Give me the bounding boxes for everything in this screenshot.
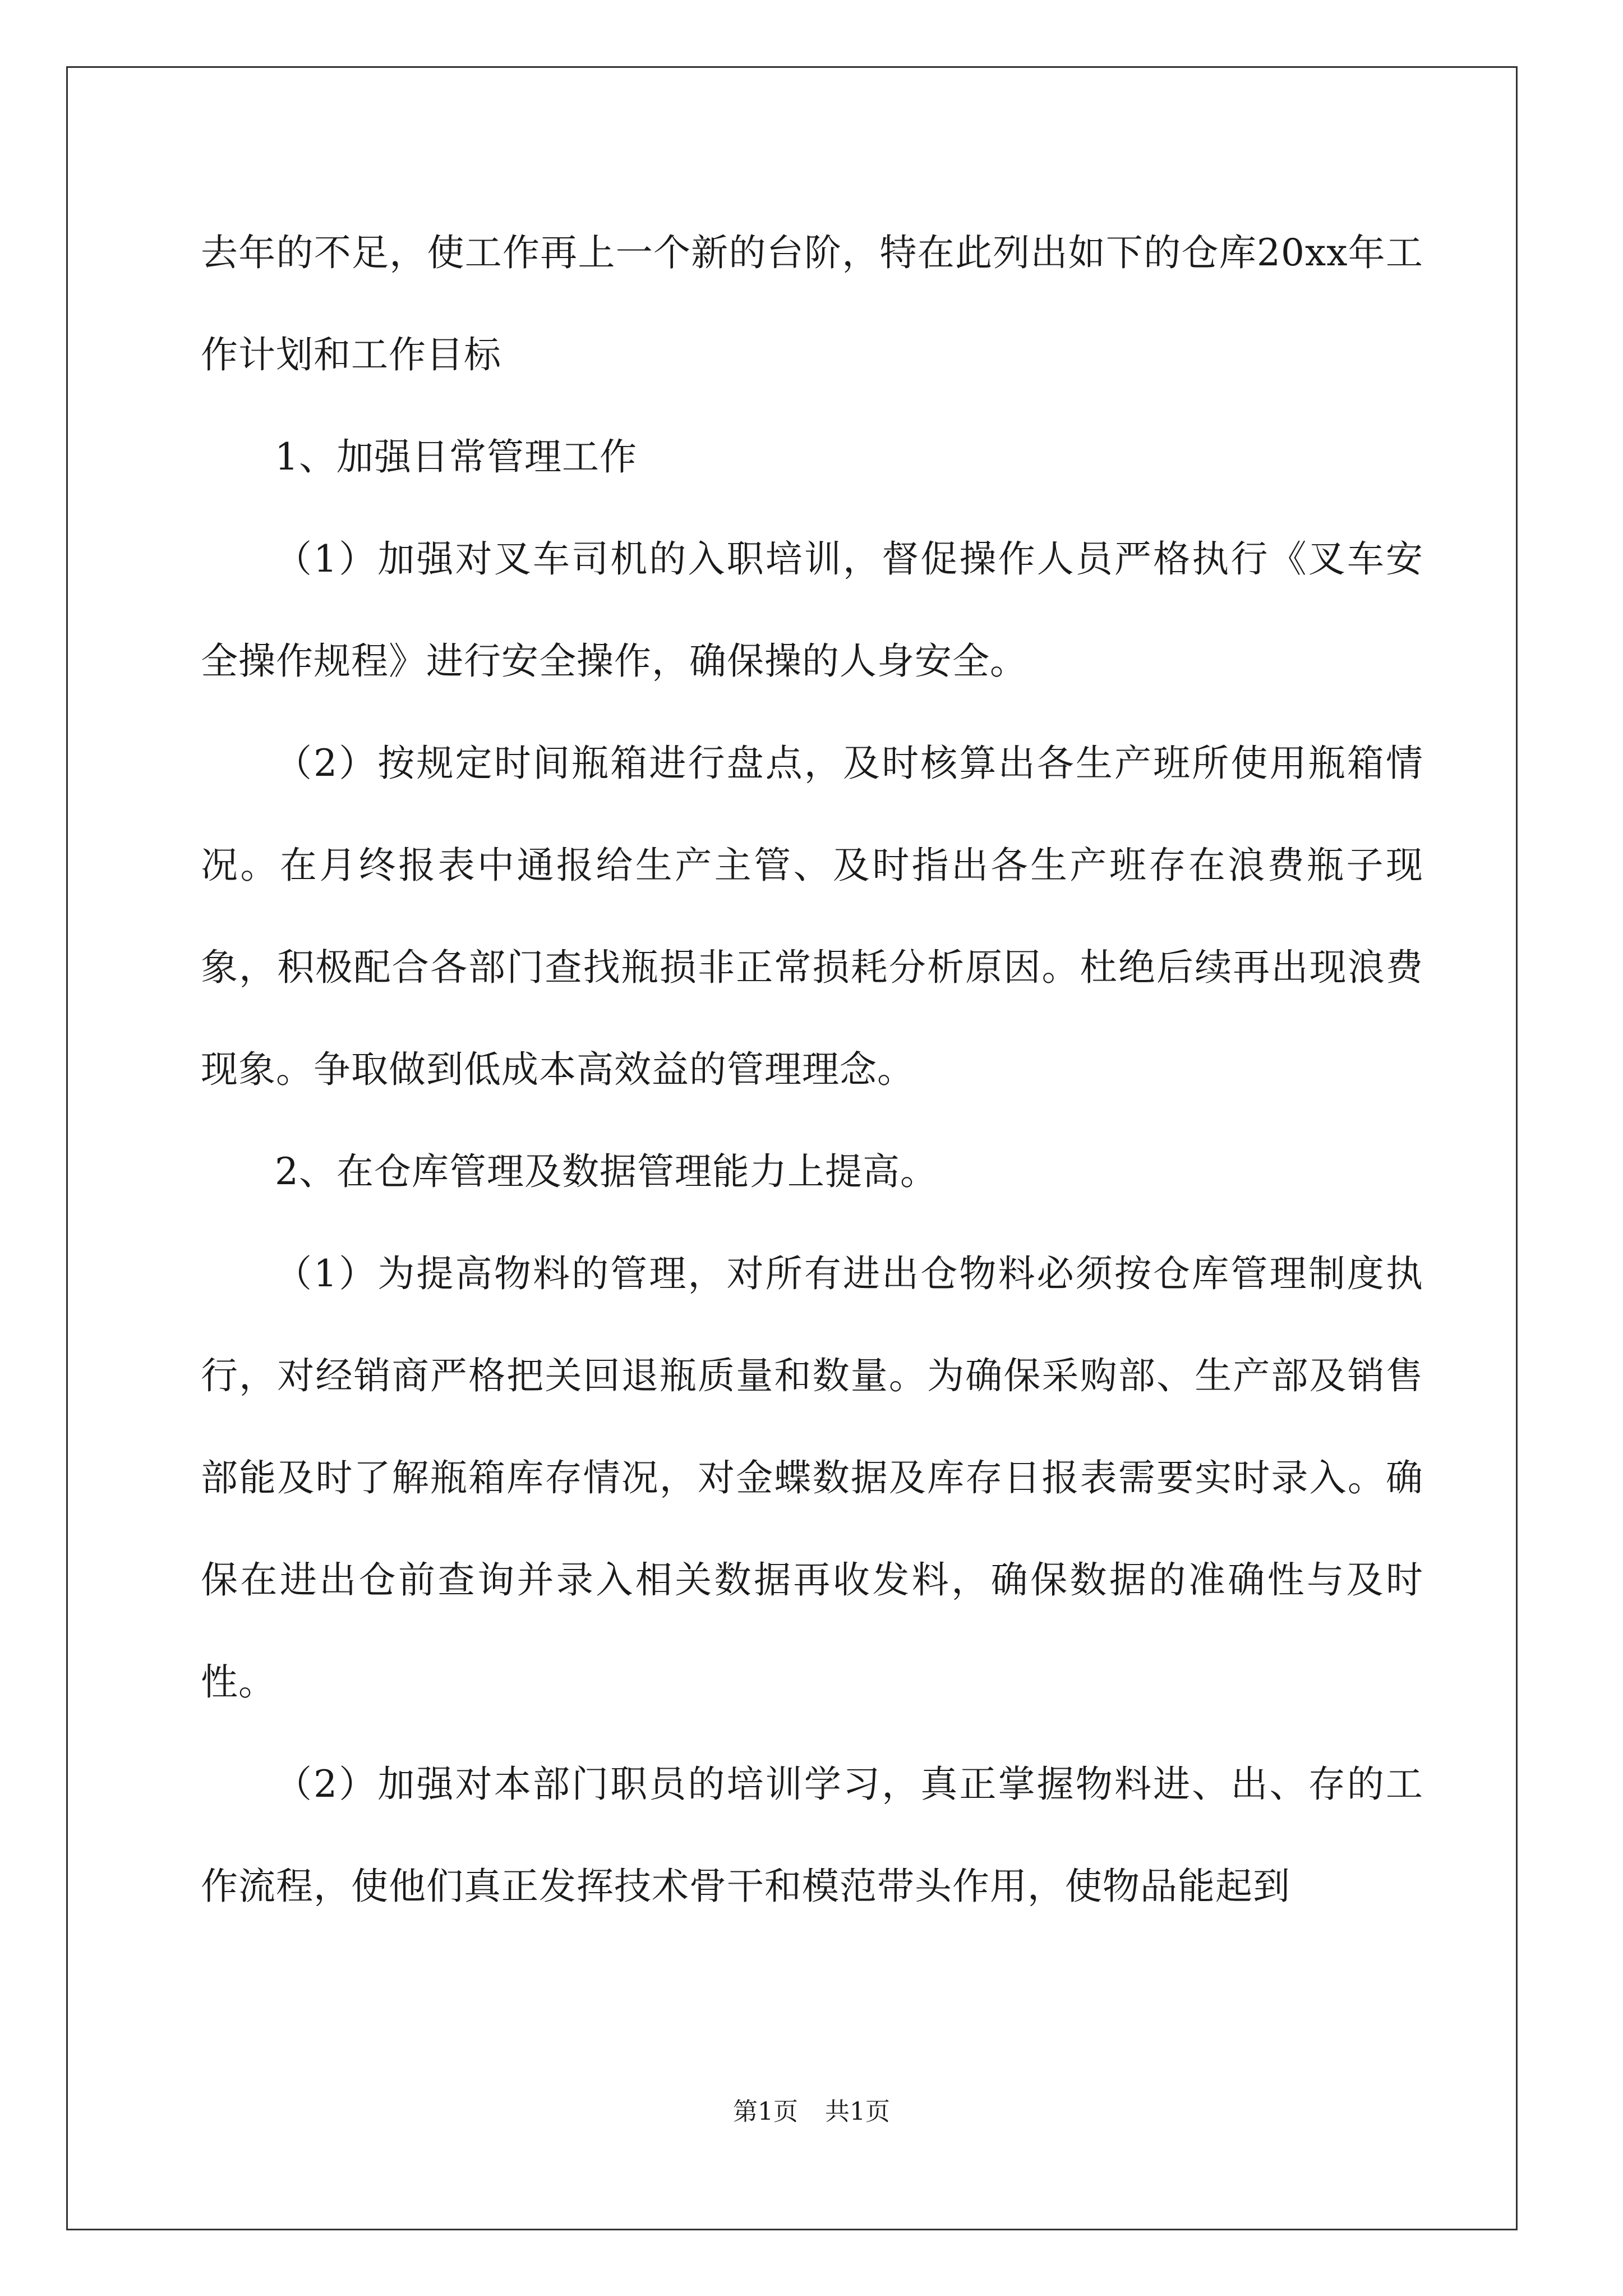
document-body <box>201 202 1423 1938</box>
page-footer <box>0 2095 1623 2129</box>
page-number-current: 第1页 <box>733 2097 798 2126</box>
paragraph-2-1: （1）为提高物料的管理，对所有进出仓物料必须按仓库管理制度执行，对经销商严格把关回退瓶质量和数量。为确保采购部、生产部及销售部能及时了解瓶箱库存情况，对金蝶数据及库存日报表需要实时录入。确保在进出仓前查询并录入相关数据再收发料，确保数据的准确性与及时性。 <box>201 1252 1423 1704</box>
heading-2: 2、在仓库管理及数据管理能力上提高。 <box>275 1150 938 1193</box>
paragraph-intro: 去年的不足，使工作再上一个新的台阶，特在此列出如下的仓库20xx年工作计划和工作目标 <box>201 231 1423 376</box>
paragraph-1-2: （2）按规定时间瓶箱进行盘点，及时核算出各生产班所使用瓶箱情况。在月终报表中通报给生产主管、及时指出各生产班存在浪费瓶子现象，积极配合各部门查找瓶损非正常损耗分析原因。杜绝后续再出现浪费现象。争取做到低成本高效益的管理理念。 <box>201 742 1423 1091</box>
paragraph-1-1: （1）加强对叉车司机的入职培训，督促操作人员严格执行《叉车安全操作规程》进行安全操作，确保操的人身安全。 <box>201 537 1423 683</box>
page-number-total: 共1页 <box>825 2097 890 2126</box>
heading-1: 1、加强日常管理工作 <box>275 435 637 478</box>
paragraph-2-2: （2）加强对本部门职员的培训学习，真正掌握物料进、出、存的工作流程，使他们真正发挥技术骨干和模范带头作用，使物品能起到 <box>201 1763 1423 1908</box>
